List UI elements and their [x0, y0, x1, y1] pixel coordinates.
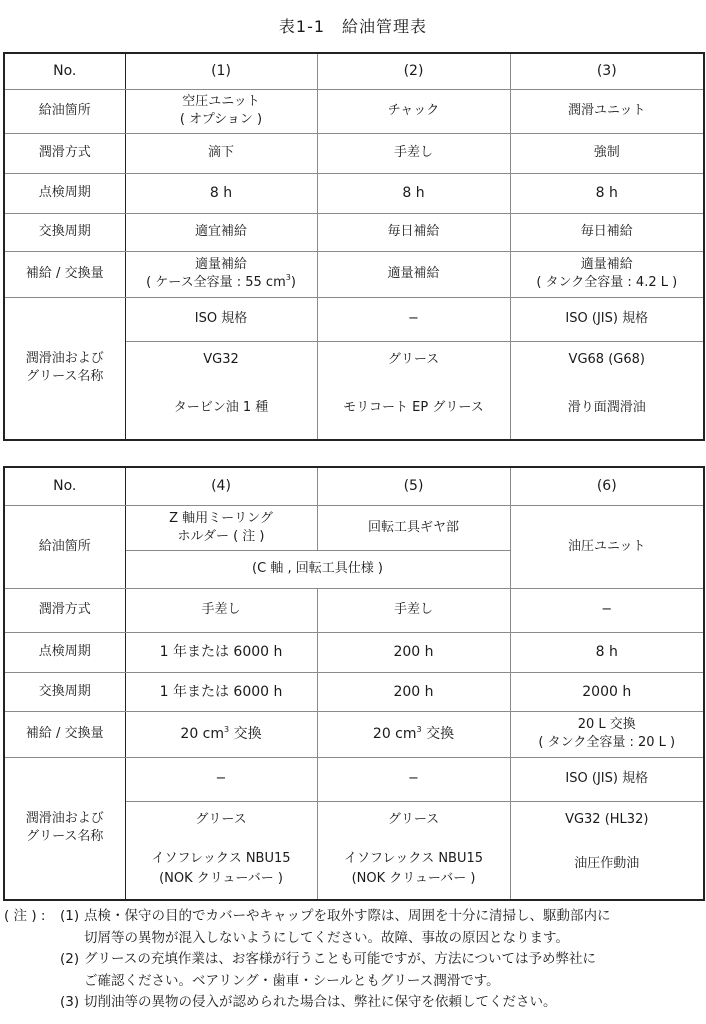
- table-row-location: [4, 89, 704, 133]
- note-text: 切削油等の異物の侵入が認められた場合は、弊社に保守を依頼してください。: [84, 994, 557, 1010]
- cell-standard: ISO 規格: [125, 297, 317, 341]
- cell-standard: ISO (JIS) 規格: [510, 757, 704, 801]
- cell-product: イソフレックス NBU15 (NOK クリューバー ): [151, 851, 291, 887]
- table-row-method: [4, 588, 704, 632]
- note-text: グリースの充填作業は、お客様が行うことも可能ですが、方法については予め弊社に: [84, 951, 597, 967]
- row-label-amount: 補給 / 交換量: [4, 711, 125, 757]
- note-text: ご確認ください。ベアリング・歯車・シールともグリース潤滑です。: [84, 972, 500, 989]
- cell-standard: −: [125, 757, 317, 801]
- table-row-standard: [4, 757, 704, 801]
- cell-oil: [125, 801, 317, 900]
- cell-replacement: 200 h: [317, 672, 510, 711]
- cell-product: タービン油 1 種: [173, 400, 269, 416]
- row-label-location: 給油箇所: [4, 89, 125, 133]
- cell-inspection: 8 h: [510, 173, 704, 213]
- cell-amount: 20 L 交換 ( タンク全容量 : 20 L ): [510, 711, 704, 757]
- cell-replacement: 毎日補給: [317, 213, 510, 251]
- cell-inspection: 8 h: [317, 173, 510, 213]
- cell-inspection: 8 h: [510, 632, 704, 672]
- table-row-standard: [4, 297, 704, 341]
- table-row-replacement: [4, 213, 704, 251]
- note-item: [4, 906, 704, 949]
- cell-method: 滴下: [125, 133, 317, 173]
- cell-oil: [510, 801, 704, 900]
- notes-label: ( 注 ) :: [4, 908, 46, 924]
- row-label-method: 潤滑方式: [4, 133, 125, 173]
- row-label-amount: 補給 / 交換量: [4, 251, 125, 297]
- cell-replacement: 2000 h: [510, 672, 704, 711]
- note-text: 点検・保守の目的でカバーやキャップを取外す際は、周囲を十分に清掃し、駆動部内に: [84, 908, 611, 924]
- cell-grade: グリース: [387, 352, 440, 368]
- table-row-inspection: [4, 173, 704, 213]
- cell-location: 回転工具ギヤ部: [317, 505, 510, 550]
- table-row-inspection: [4, 632, 704, 672]
- cell-oil: [510, 341, 704, 440]
- cell-amount: 20 $cm^3$ 交換: [317, 711, 510, 757]
- table-row-amount: [4, 251, 704, 297]
- cell-method: 手差し: [125, 588, 317, 632]
- col-no: (3): [510, 53, 704, 89]
- cell-inspection: 1 年または 6000 h: [125, 632, 317, 672]
- row-label-replacement: 交換周期: [4, 672, 125, 711]
- note-index: (3): [60, 994, 80, 1010]
- cell-inspection: 200 h: [317, 632, 510, 672]
- cell-location-shared: (C 軸 , 回転工具仕様 ): [125, 550, 510, 588]
- col-no: (5): [317, 467, 510, 505]
- cell-location: Z 軸用ミーリング ホルダー ( 注 ): [125, 505, 317, 550]
- cell-inspection: 8 h: [125, 173, 317, 213]
- cell-location: 潤滑ユニット: [510, 89, 704, 133]
- cell-oil: [317, 801, 510, 900]
- cell-grade: グリース: [387, 812, 440, 828]
- row-label-inspection: 点検周期: [4, 173, 125, 213]
- cell-method: 手差し: [317, 588, 510, 632]
- cell-grade: VG68 (G68): [568, 352, 645, 368]
- col-no: (1): [125, 53, 317, 89]
- cell-standard: −: [317, 757, 510, 801]
- cell-amount: 適量補給 ( タンク全容量 : 4.2 L ): [510, 251, 704, 297]
- table-row-no: [4, 53, 704, 89]
- table-row-method: [4, 133, 704, 173]
- cell-replacement: 毎日補給: [510, 213, 704, 251]
- notes: [4, 906, 704, 1014]
- cell-location: チャック: [317, 89, 510, 133]
- cell-amount: 適量補給: [317, 251, 510, 297]
- cell-location: 空圧ユニット ( オプション ): [125, 89, 317, 133]
- cell-location: 油圧ユニット: [510, 505, 704, 588]
- cell-standard: ISO (JIS) 規格: [510, 297, 704, 341]
- note-index: (2): [60, 951, 80, 967]
- row-label-no: No.: [4, 53, 125, 89]
- cell-replacement: 1 年または 6000 h: [125, 672, 317, 711]
- row-label-replacement: 交換周期: [4, 213, 125, 251]
- note-text: 切屑等の異物が混入しないようにしてください。故障、事故の原因となります。: [84, 929, 569, 946]
- cell-grade: グリース: [195, 812, 247, 828]
- cell-product: イソフレックス NBU15 (NOK クリューバー ): [343, 851, 484, 887]
- row-label-location: 給油箇所: [4, 505, 125, 588]
- note-index: (1): [60, 908, 80, 924]
- col-no: (4): [125, 467, 317, 505]
- cell-standard: −: [317, 297, 510, 341]
- cell-product: モリコート EP グリース: [343, 400, 484, 416]
- row-label-oil-name: 潤滑油および グリース名称: [4, 757, 125, 900]
- cell-grade: VG32: [203, 352, 239, 368]
- table-row-replacement: [4, 672, 704, 711]
- note-item: [4, 949, 704, 992]
- row-label-no: No.: [4, 467, 125, 505]
- cell-product: 滑り面潤滑油: [567, 400, 646, 416]
- col-no: (2): [317, 53, 510, 89]
- lubrication-table-2: [3, 466, 705, 901]
- table-row-amount: [4, 711, 704, 757]
- cell-oil: [125, 341, 317, 440]
- cell-method: −: [510, 588, 704, 632]
- lubrication-table-1: [3, 52, 705, 441]
- cell-grade: VG32 (HL32): [565, 812, 649, 828]
- cell-oil: [317, 341, 510, 440]
- table-row-location: [4, 505, 704, 550]
- col-no: (6): [510, 467, 704, 505]
- note-item: [4, 992, 704, 1014]
- cell-amount: 20 $cm^3$ 交換: [125, 711, 317, 757]
- row-label-method: 潤滑方式: [4, 588, 125, 632]
- cell-product: 油圧作動油: [574, 856, 640, 872]
- cell-amount: 適量補給 ( ケース全容量 : 55 $cm^3$): [125, 251, 317, 297]
- row-label-oil-name: 潤滑油および グリース名称: [4, 297, 125, 440]
- cell-method: 強制: [510, 133, 704, 173]
- cell-method: 手差し: [317, 133, 510, 173]
- row-label-inspection: 点検周期: [4, 632, 125, 672]
- table-row-no: [4, 467, 704, 505]
- cell-replacement: 適宜補給: [125, 213, 317, 251]
- table-title: 表1-1 給油管理表: [278, 17, 428, 36]
